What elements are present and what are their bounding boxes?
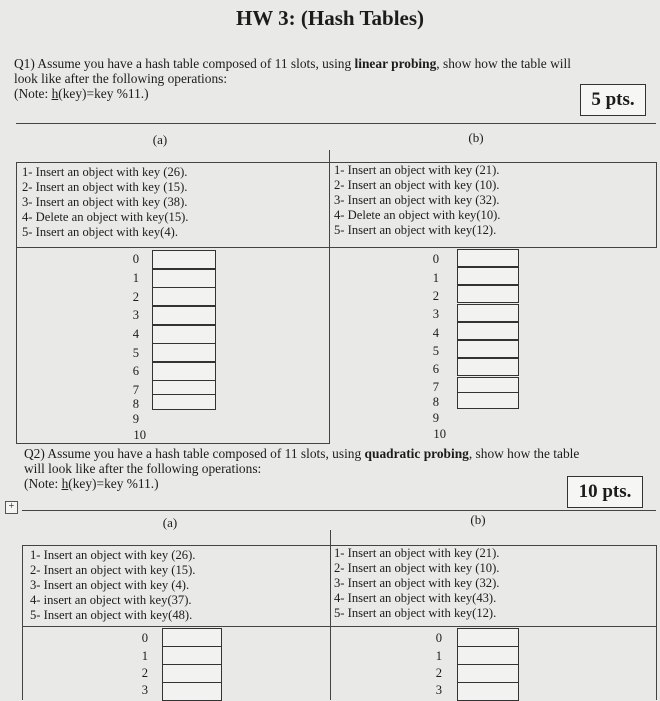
list-item: 1- Insert an object with key (21). <box>334 546 500 560</box>
slot-label: 10 <box>133 428 146 442</box>
slot-label: 1 <box>141 649 148 663</box>
list-item: 5- Insert an object with key(4). <box>22 225 178 239</box>
hash-slot-a-4[interactable] <box>152 325 216 344</box>
slot-label: 6 <box>132 364 139 378</box>
list-item: 4- Insert an object with key(43). <box>334 591 497 605</box>
hash-slot-b-2[interactable] <box>457 664 519 683</box>
slot-label: 0 <box>141 631 148 645</box>
list-item: 2- Insert an object with key (15). <box>30 563 196 577</box>
slot-label: 1 <box>432 271 439 285</box>
list-item: 4- insert an object with key(37). <box>30 593 192 607</box>
q1-ops-rule <box>16 247 656 248</box>
hash-slot-b-3[interactable] <box>457 304 519 322</box>
slot-label: 3 <box>141 683 148 697</box>
q1-center-divider <box>329 150 330 444</box>
slot-label: 7 <box>132 383 139 397</box>
slot-label: 4 <box>432 326 439 340</box>
slot-label: 2 <box>435 666 442 680</box>
list-item: 1- Insert an object with key (26). <box>30 548 196 562</box>
q2-right-border <box>656 545 657 700</box>
list-item: 3- Insert an object with key (32). <box>334 193 500 207</box>
list-item: 5- Insert an object with key(12). <box>334 606 497 620</box>
hash-slot-a-3[interactable] <box>152 306 216 325</box>
q2-top-rule <box>22 510 656 511</box>
hash-slot-b-5[interactable] <box>457 340 519 358</box>
q1-left-border <box>16 162 17 444</box>
slot-label: 0 <box>435 631 442 645</box>
q1-top-rule <box>16 123 656 124</box>
hash-slot-a-2[interactable] <box>162 664 222 683</box>
list-item: 3- Insert an object with key (38). <box>22 195 188 209</box>
slot-label: 0 <box>432 252 439 266</box>
list-item: 5- Insert an object with key(12). <box>334 223 497 237</box>
slot-label: 3 <box>432 307 439 321</box>
list-item: 2- Insert an object with key (15). <box>22 180 188 194</box>
slot-label: 9 <box>132 412 139 426</box>
q2-note: (Note: h(key)=key %11.) <box>24 476 159 491</box>
q2-ops-a <box>30 548 195 623</box>
q1-prompt <box>14 56 654 101</box>
q2-center-divider <box>330 530 331 700</box>
slot-label: 1 <box>435 649 442 663</box>
hash-slot-b-4[interactable] <box>457 322 519 340</box>
slot-label: 10 <box>433 427 446 441</box>
hash-slot-a-8[interactable] <box>152 394 216 410</box>
hash-slot-b-0[interactable] <box>457 628 519 647</box>
q1-ops-b <box>334 163 500 238</box>
slot-label: 3 <box>435 683 442 697</box>
hash-slot-b-3[interactable] <box>457 682 519 701</box>
q2-col-a-header: (a) <box>162 515 178 530</box>
table-move-handle-icon[interactable]: + <box>5 501 18 514</box>
hash-slot-b-2[interactable] <box>457 285 519 303</box>
list-item: 4- Delete an object with key(15). <box>22 210 189 224</box>
q1-col-a-header: (a) <box>152 132 168 147</box>
q1-prompt-line2: look like after the following operations: <box>14 71 228 86</box>
q2-col-b-header: (b) <box>470 512 486 527</box>
slot-label: 5 <box>132 346 139 360</box>
hash-slot-a-2[interactable] <box>152 287 216 306</box>
hash-slot-a-3[interactable] <box>162 682 222 701</box>
list-item: 3- Insert an object with key (32). <box>334 576 500 590</box>
hash-slot-a-1[interactable] <box>152 269 216 288</box>
page-title: HW 3: (Hash Tables) <box>235 6 425 30</box>
q2-prompt <box>24 446 656 491</box>
list-item: 2- Insert an object with key (10). <box>334 561 500 575</box>
list-item: 1- Insert an object with key (21). <box>334 163 500 177</box>
q1-method: linear probing <box>354 56 437 71</box>
q2-ops-b <box>334 546 499 621</box>
slot-label: 8 <box>132 397 139 411</box>
list-item: 1- Insert an object with key (26). <box>22 165 188 179</box>
slot-label: 2 <box>132 290 139 304</box>
slot-label: 9 <box>432 411 439 425</box>
hash-slot-b-1[interactable] <box>457 646 519 665</box>
q2-method: quadratic probing <box>364 446 469 461</box>
slot-label: 1 <box>132 271 139 285</box>
hash-slot-a-1[interactable] <box>162 646 222 665</box>
q2-left-border <box>22 545 23 700</box>
hash-slot-b-8[interactable] <box>457 392 519 409</box>
list-item: 2- Insert an object with key (10). <box>334 178 500 192</box>
slot-label: 7 <box>432 380 439 394</box>
list-item: 5- Insert an object with key(48). <box>30 608 193 622</box>
slot-label: 2 <box>141 666 148 680</box>
q1-ops-a <box>22 165 188 240</box>
slot-label: 6 <box>432 362 439 376</box>
hash-slot-b-1[interactable] <box>457 267 519 285</box>
slot-label: 3 <box>132 308 139 322</box>
q1-col-b-header: (b) <box>468 130 484 145</box>
hash-slot-a-6[interactable] <box>152 362 216 381</box>
q1-bottom-rule <box>16 443 329 444</box>
hash-slot-b-6[interactable] <box>457 358 519 376</box>
slot-label: 4 <box>132 327 139 341</box>
hash-slot-a-0[interactable] <box>162 628 222 647</box>
list-item: 4- Delete an object with key(10). <box>334 208 501 222</box>
slot-label: 2 <box>432 289 439 303</box>
hash-slot-a-5[interactable] <box>152 343 216 362</box>
q1-right-border <box>656 162 657 248</box>
slot-label: 8 <box>432 395 439 409</box>
hash-slot-a-0[interactable] <box>152 250 216 269</box>
list-item: 3- Insert an object with key (4). <box>30 578 190 592</box>
hash-slot-b-0[interactable] <box>457 249 519 267</box>
q1-points-badge: 5 pts. <box>580 84 646 116</box>
q2-points-badge: 10 pts. <box>567 476 643 508</box>
q2-prompt-line1: Q2) Assume you have a hash table composed of 11 slots, using quadratic probing, show how the table <box>24 446 580 461</box>
q1-note: (Note: h(key)=key %11.) <box>14 86 149 101</box>
q2-ops-rule <box>22 626 656 627</box>
slot-label: 5 <box>432 344 439 358</box>
slot-label: 0 <box>132 252 139 266</box>
q2-prompt-line2: will look like after the following operations: <box>24 461 262 476</box>
q1-prompt-line1: Q1) Assume you have a hash table composed of 11 slots, using linear probing, show how the table will <box>14 56 571 71</box>
